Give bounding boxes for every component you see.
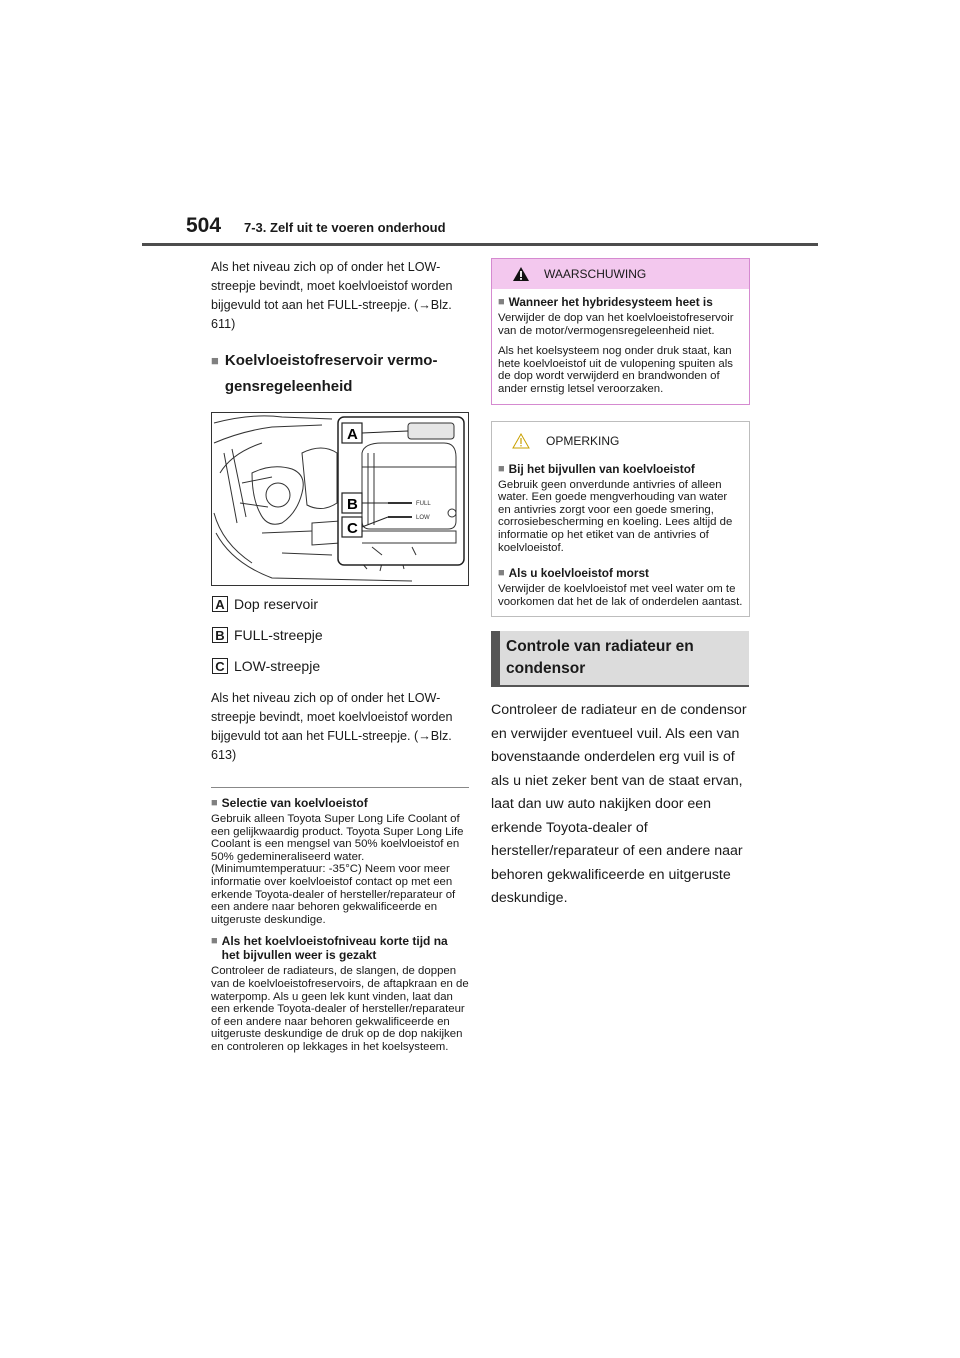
square-bullet-icon: ■: [211, 353, 219, 368]
notice-item-title: [498, 462, 743, 476]
section-title: 7-3. Zelf uit te voeren onderhoud: [244, 220, 446, 235]
warning-triangle-icon: [512, 266, 530, 282]
warning-box: [491, 258, 750, 405]
square-bullet-icon: ■: [211, 935, 218, 948]
legend-item-a: [211, 596, 469, 612]
full-mark-label: FULL: [416, 501, 431, 507]
right-column: [491, 258, 750, 911]
warning-content: [492, 289, 749, 404]
legend-text: LOW-streepje: [234, 658, 321, 674]
section-heading: Controle van radiateur en condensor: [491, 631, 749, 687]
subheading-text: Koelvloeistofreservoir vermo-gensregeleenheid: [224, 352, 438, 395]
legend-letter: B: [212, 627, 228, 643]
legend-letter: A: [212, 596, 228, 612]
legend-item-c: [211, 658, 469, 674]
legend-item-b: [211, 627, 469, 643]
square-bullet-icon: ■: [498, 567, 505, 580]
notice-item-body: Verwijder de koelvloeistof met veel water om te voorkomen dat het de lak of onderdelen aantast.: [498, 583, 743, 608]
notice-header: [492, 426, 749, 456]
warning-paragraph-2: Als het koelsysteem nog onder druk staat, kan hete koelvloeistof uit de vulopening spuiten als de dop wordt verwijderd en brandwonden of ander ernstig letsel veroorzaken.: [498, 345, 733, 395]
left-column: [211, 258, 469, 1062]
square-bullet-icon: ■: [498, 296, 505, 308]
notice-item-title: [498, 566, 743, 580]
notice-item-title-text: Bij het bijvullen van koelvloeistof: [508, 461, 695, 476]
notice-box: [491, 421, 750, 618]
legend-text: Dop reservoir: [234, 596, 319, 612]
note-body-level-drop: Controleer de radiateurs, de slangen, de doppen van de koelvloeistofreservoirs, de aftapkraan en de waterpomp. Als u geen lek kunt vinden, laat dan een erkende Toyota-dealer of hersteller/reparateur of een andere naar behoren gekwalificeerde en uitgeruste deskundige de druk op de dop nakijken en controleren op lekkages in het koelsysteem.: [211, 965, 469, 1053]
notes-divider: [211, 787, 469, 788]
note-title-level-drop: [211, 934, 469, 962]
low-mark-label: LOW: [416, 515, 430, 521]
legend-text: FULL-streepje: [234, 627, 323, 643]
warning-header: [492, 259, 749, 289]
header-rule: [142, 243, 818, 246]
notice-item-body: Gebruik geen onverdunde antivries of alleen water. Een goede mengverhouding van water en antivries zorgt voor een goede smering, corrosiebescherming en koeling. Lees altijd de informatie op het etiket van de antivries of koelvloeistof.: [498, 478, 733, 554]
radiator-paragraph: Controleer de radiateur en de condensor en verwijder eventueel vuil. Als een van bovenstaande onderdelen erg vuil is of als u niet zeker bent van de staat ervan, laat dan uw auto nakijken door een erkende Toyota-dealer of hersteller/reparateur of een andere naar behoren gekwalificeerde en uitgeruste deskundige.: [491, 702, 747, 907]
notice-label: OPMERKING: [546, 433, 620, 448]
page-number: 504: [186, 214, 222, 237]
note-title-text: Selectie van koelvloeistof: [221, 796, 368, 810]
square-bullet-icon: ■: [211, 797, 218, 809]
note-title-coolant-selection: [211, 796, 469, 810]
warning-paragraph-1: Verwijder de dop van het koelvloeistofreservoir van de motor/vermogensregeleenheid niet.: [498, 312, 734, 337]
callout-b: B: [347, 496, 358, 513]
subheading: [211, 348, 469, 400]
legend-letter: C: [212, 658, 228, 674]
engine-bay-drawing: [212, 413, 468, 585]
warning-title: [498, 295, 743, 309]
callout-a: A: [347, 426, 358, 443]
notice-content: [492, 456, 749, 617]
warning-title-text: Wanneer het hybridesysteem heet is: [508, 295, 713, 309]
after-paragraph: Als het niveau zich op of onder het LOW-streepje bevindt, moet koelvloeistof worden bijgevuld tot aan het FULL-streepje. (→Blz. 613): [211, 691, 453, 762]
intro-paragraph: Als het niveau zich op of onder het LOW-streepje bevindt, moet koelvloeistof worden bijgevuld tot aan het FULL-streepje. (→Blz. 611): [211, 260, 453, 331]
note-body-coolant-selection: Gebruik alleen Toyota Super Long Life Coolant of een gelijkwaardig product. Toyota Super Long Life Coolant is een mengsel van 50% koelvloeistof en 50% gedemineraliseerd water. (Minimumtemperatuur: -35°C) Neem voor meer informatie over koelvloeistof contact op met een erkende Toyota-dealer of hersteller/reparateur of een andere naar behoren gekwalificeerde en uitgeruste deskundige.: [211, 813, 464, 926]
notice-triangle-icon: [512, 433, 530, 449]
square-bullet-icon: ■: [498, 462, 505, 475]
engine-bay-illustration: [211, 412, 469, 586]
notice-item-title-text: Als u koelvloeistof morst: [508, 566, 649, 581]
callout-c: C: [347, 520, 358, 537]
note-title-text: Als het koelvloeistofniveau korte tijd na het bijvullen weer is gezakt: [221, 934, 448, 963]
warning-label: WAARSCHUWING: [544, 267, 647, 281]
